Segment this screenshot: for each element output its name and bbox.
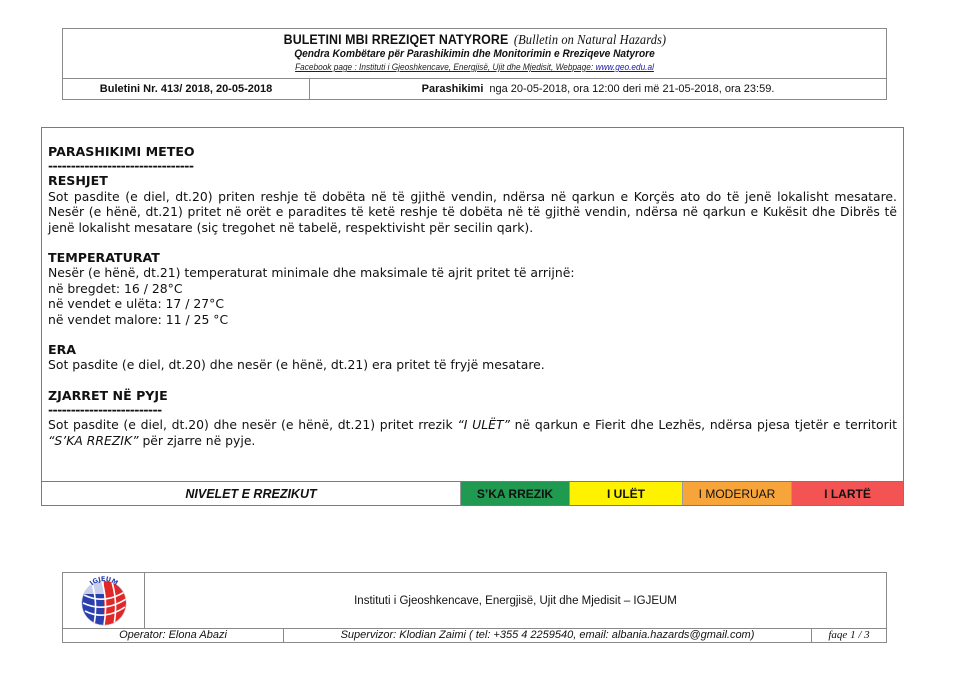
bulletin-title [283, 32, 666, 48]
title-sq: BULETINI MBI RREZIQET NATYRORE [283, 32, 508, 47]
bulletin-footer [62, 572, 887, 643]
temperature-lowlands: në vendet e ulëta: 17 / 27°C [48, 296, 224, 312]
institute-name: Instituti i Gjeoshkencave, Energjisë, Ujit dhe Mjedisit – IGJEUM [354, 594, 677, 607]
forecast-label: Parashikimi [421, 82, 484, 95]
risk-none-mention: “S’KA RREZIK” [48, 432, 139, 448]
risk-level-high: I LARTË [791, 482, 903, 505]
title-en: (Bulletin on Natural Hazards) [513, 32, 666, 47]
risk-levels-legend [42, 481, 903, 505]
footer-contact-row [63, 628, 886, 642]
supervisor-contact: Supervizor: Klodian Zaimi ( tel: +355 4 2259540, email: albania.hazards@gmail.com) [284, 628, 812, 642]
risk-level-none: S’KA RREZIK [460, 482, 569, 505]
bulletin-number: Buletini Nr. 413/ 2018, 20-05-2018 [63, 78, 310, 99]
igjeum-logo [63, 573, 145, 628]
header-title-block [63, 29, 886, 79]
forecast-period-text: nga 20-05-2018, ora 12:00 deri më 21-05-2018, ora 23:59. [489, 82, 775, 95]
header-info-row [63, 78, 886, 99]
footer-institute-row [63, 573, 886, 629]
precipitation-text: Sot pasdite (e diel, dt.20) priten reshje të dobëta në të gjithë vendin, ndërsa në qarkun e Korçës ato do të jenë lokalisht mesatare. Nesër (e hënë, dt.21) pritet në orët e paradites të ketë reshje të dobëta në të gjithë vendin, ndërsa në qarkun e Kukësit dhe Dibrës të jenë lokalisht mesatare (siç tregohet në tabelë, respektivisht për secilin qark). [48, 188, 897, 235]
svg-text:IGJEUM: IGJEUM [87, 574, 119, 587]
temperature-coast: në bregdet: 16 / 28°C [48, 280, 183, 296]
header-links [96, 61, 853, 73]
wind-text: Sot pasdite (e diel, dt.20) dhe nesër (e hënë, dt.21) era pritet të fryjë mesatare. [48, 357, 545, 373]
risk-low-mention: “I ULËT” [457, 417, 510, 433]
forecast-period [310, 78, 886, 99]
heading-forest-fires: ZJARRET NË PYJE [48, 387, 168, 403]
divider-dashes: -------------------------------- [48, 158, 194, 174]
facebook-link-text[interactable]: Facebook page : Instituti i Gjeoshkencave, Energjisë, Ujit dhe Mjedisit, Webpage: [295, 62, 596, 72]
temperatures-intro: Nesër (e hënë, dt.21) temperaturat minimale dhe maksimale të ajrit pritet të arrijnë: [48, 265, 575, 281]
page-number: faqe 1 / 3 [828, 629, 870, 641]
heading-wind: ERA [48, 342, 77, 358]
center-name: Qendra Kombëtare për Parashikimin dhe Monitorimin e Rreziqeve Natyrore [294, 48, 655, 60]
temperature-mountains: në vendet malore: 11 / 25 °C [48, 311, 229, 327]
bulletin-header [62, 28, 887, 100]
divider-dashes-fires: ------------------------- [48, 402, 162, 418]
forecast-box [41, 127, 904, 506]
globe-logo-icon [76, 575, 132, 627]
section-title-meteo: PARASHIKIMI METEO [48, 144, 195, 159]
heading-precipitation: RESHJET [48, 173, 108, 189]
risk-level-low: I ULËT [569, 482, 682, 505]
forest-fires-text: Sot pasdite (e diel, dt.20) dhe nesër (e hënë, dt.21) pritet rrezik “I ULËT” në qarkun e Fierit dhe Lezhës, ndërsa pjesa tjetër e territorit “S’KA RREZIK” për zjarre në pyje. [48, 417, 897, 448]
operator-name: Operator: Elona Abazi [63, 628, 284, 642]
risk-level-moderate: I MODERUAR [682, 482, 791, 505]
forecast-content [48, 144, 897, 448]
website-link[interactable]: www.geo.edu.al [595, 62, 654, 72]
heading-temperatures: TEMPERATURAT [48, 250, 160, 266]
risk-levels-label: NIVELET E RREZIKUT [185, 486, 317, 501]
